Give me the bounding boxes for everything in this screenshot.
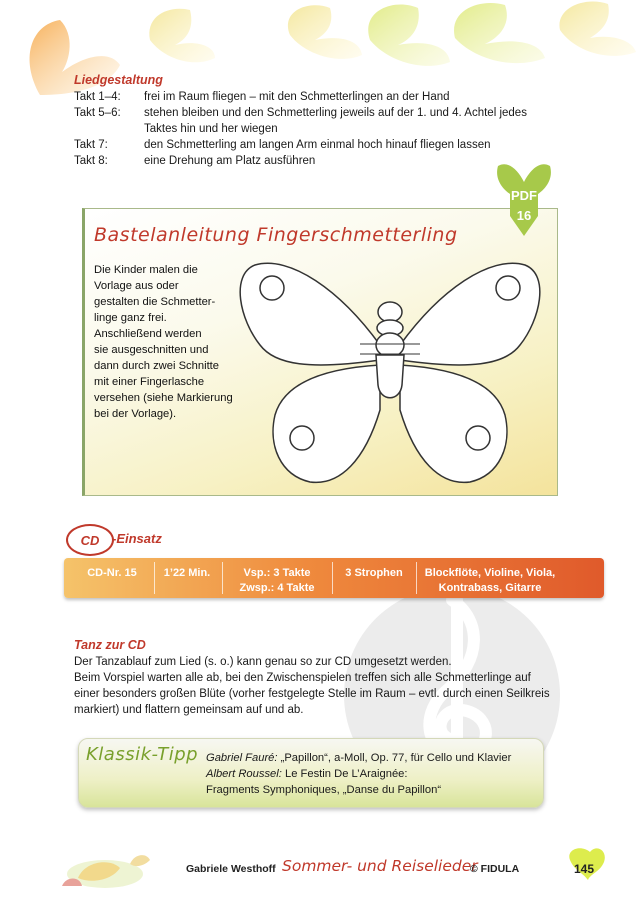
text-line: markiert) und flattern gemeinsam auf und ab. <box>74 704 304 716</box>
text-line: sie ausgeschnitten und <box>94 344 209 356</box>
composer-name: Albert Roussel: <box>206 768 282 780</box>
cd-number <box>70 566 154 581</box>
tanz-body <box>74 654 574 718</box>
takt-text: eine Drehung am Platz ausführen <box>144 155 316 167</box>
text-line: versehen (siehe Markierung <box>94 392 233 404</box>
text-line: dann durch zwei Schnitte <box>94 360 220 372</box>
takt-label: Takt 5–6: <box>74 107 121 119</box>
cd-cell-line: Vsp.: 3 Takte <box>243 567 311 579</box>
cd-cell-line: CD-Nr. 15 <box>87 567 137 579</box>
text-line: bei der Vorlage). <box>94 408 177 420</box>
cd-instruments <box>416 566 564 596</box>
cd-takte <box>222 566 332 596</box>
text-line: gestalten die Schmetter- <box>94 296 216 308</box>
footer-decoration <box>0 846 640 904</box>
composer-name: Gabriel Fauré: <box>206 752 278 764</box>
cd-badge: CD <box>66 524 114 556</box>
cd-cell-line: 1’22 Min. <box>163 567 211 579</box>
text-line: Der Tanzablauf zum Lied (s. o.) kann genau so zur CD umgesetzt werden. <box>74 656 452 668</box>
text-line: einer besonders großen Blüte (vorher festgelegte Stelle im Raum – evtl. durch einen Seilkreis <box>74 688 550 700</box>
cd-cell-line: 3 Strophen <box>345 567 403 579</box>
text-line: Beim Vorspiel warten alle ab, bei den Zwischenspielen treffen sich alle Schmetterlinge auf <box>74 672 531 684</box>
takt-label: Takt 7: <box>74 139 108 151</box>
bastel-instructions <box>94 262 244 422</box>
work-title: Le Festin De L’Araignée: <box>281 768 408 780</box>
cd-cell-line: Blockflöte, Violine, Viola, <box>424 567 556 579</box>
work-title: „Papillon“, a-Moll, Op. 77, für Cello und Klavier <box>277 752 512 764</box>
cd-cell-line: Zwsp.: 4 Takte <box>239 582 315 594</box>
page-number: 145 <box>574 862 595 876</box>
cd-duration <box>154 566 220 581</box>
text-line: Anschließend werden <box>94 328 202 340</box>
tanz-heading: Tanz zur CD <box>74 638 146 652</box>
text-line: Die Kinder malen die <box>94 264 198 276</box>
footer-author: Gabriele Westhoff <box>186 863 276 875</box>
cd-cell-line: Kontrabass, Gitarre <box>438 582 542 594</box>
footer-series-title: Sommer- und Reiselieder <box>282 857 478 875</box>
takt-label: Takt 8: <box>74 155 108 167</box>
pdf-number: 16 <box>516 208 532 223</box>
text-line: linge ganz frei. <box>94 312 167 324</box>
takt-text: Taktes hin und her wiegen <box>144 123 278 135</box>
text-line: Vorlage aus oder <box>94 280 179 292</box>
butterfly-template-drawing <box>230 250 550 490</box>
pdf-label: PDF <box>511 188 537 203</box>
text-line: mit einer Fingerlasche <box>94 376 205 388</box>
klassik-line-3: Fragments Symphoniques, „Danse du Papillon“ <box>206 784 442 796</box>
takt-label: Takt 1–4: <box>74 91 121 103</box>
cd-strophen <box>332 566 416 581</box>
takt-text: stehen bleiben und den Schmetterling jeweils auf der 1. und 4. Achtel jedes <box>144 107 527 119</box>
bastel-title: Bastelanleitung Fingerschmetterling <box>94 224 458 246</box>
takt-text: frei im Raum fliegen – mit den Schmetterlingen an der Hand <box>144 91 450 103</box>
footer-publisher: © FIDULA <box>470 863 520 875</box>
takt-text: den Schmetterling am langen Arm einmal hoch hinauf fliegen lassen <box>144 139 491 151</box>
klassik-tipp-label: Klassik-Tipp <box>86 744 199 765</box>
klassik-line-1 <box>206 750 511 766</box>
liedgestaltung-heading: Liedgestaltung <box>74 73 163 87</box>
cd-einsatz-heading: -Einsatz <box>112 531 162 546</box>
klassik-line-2 <box>206 766 408 782</box>
